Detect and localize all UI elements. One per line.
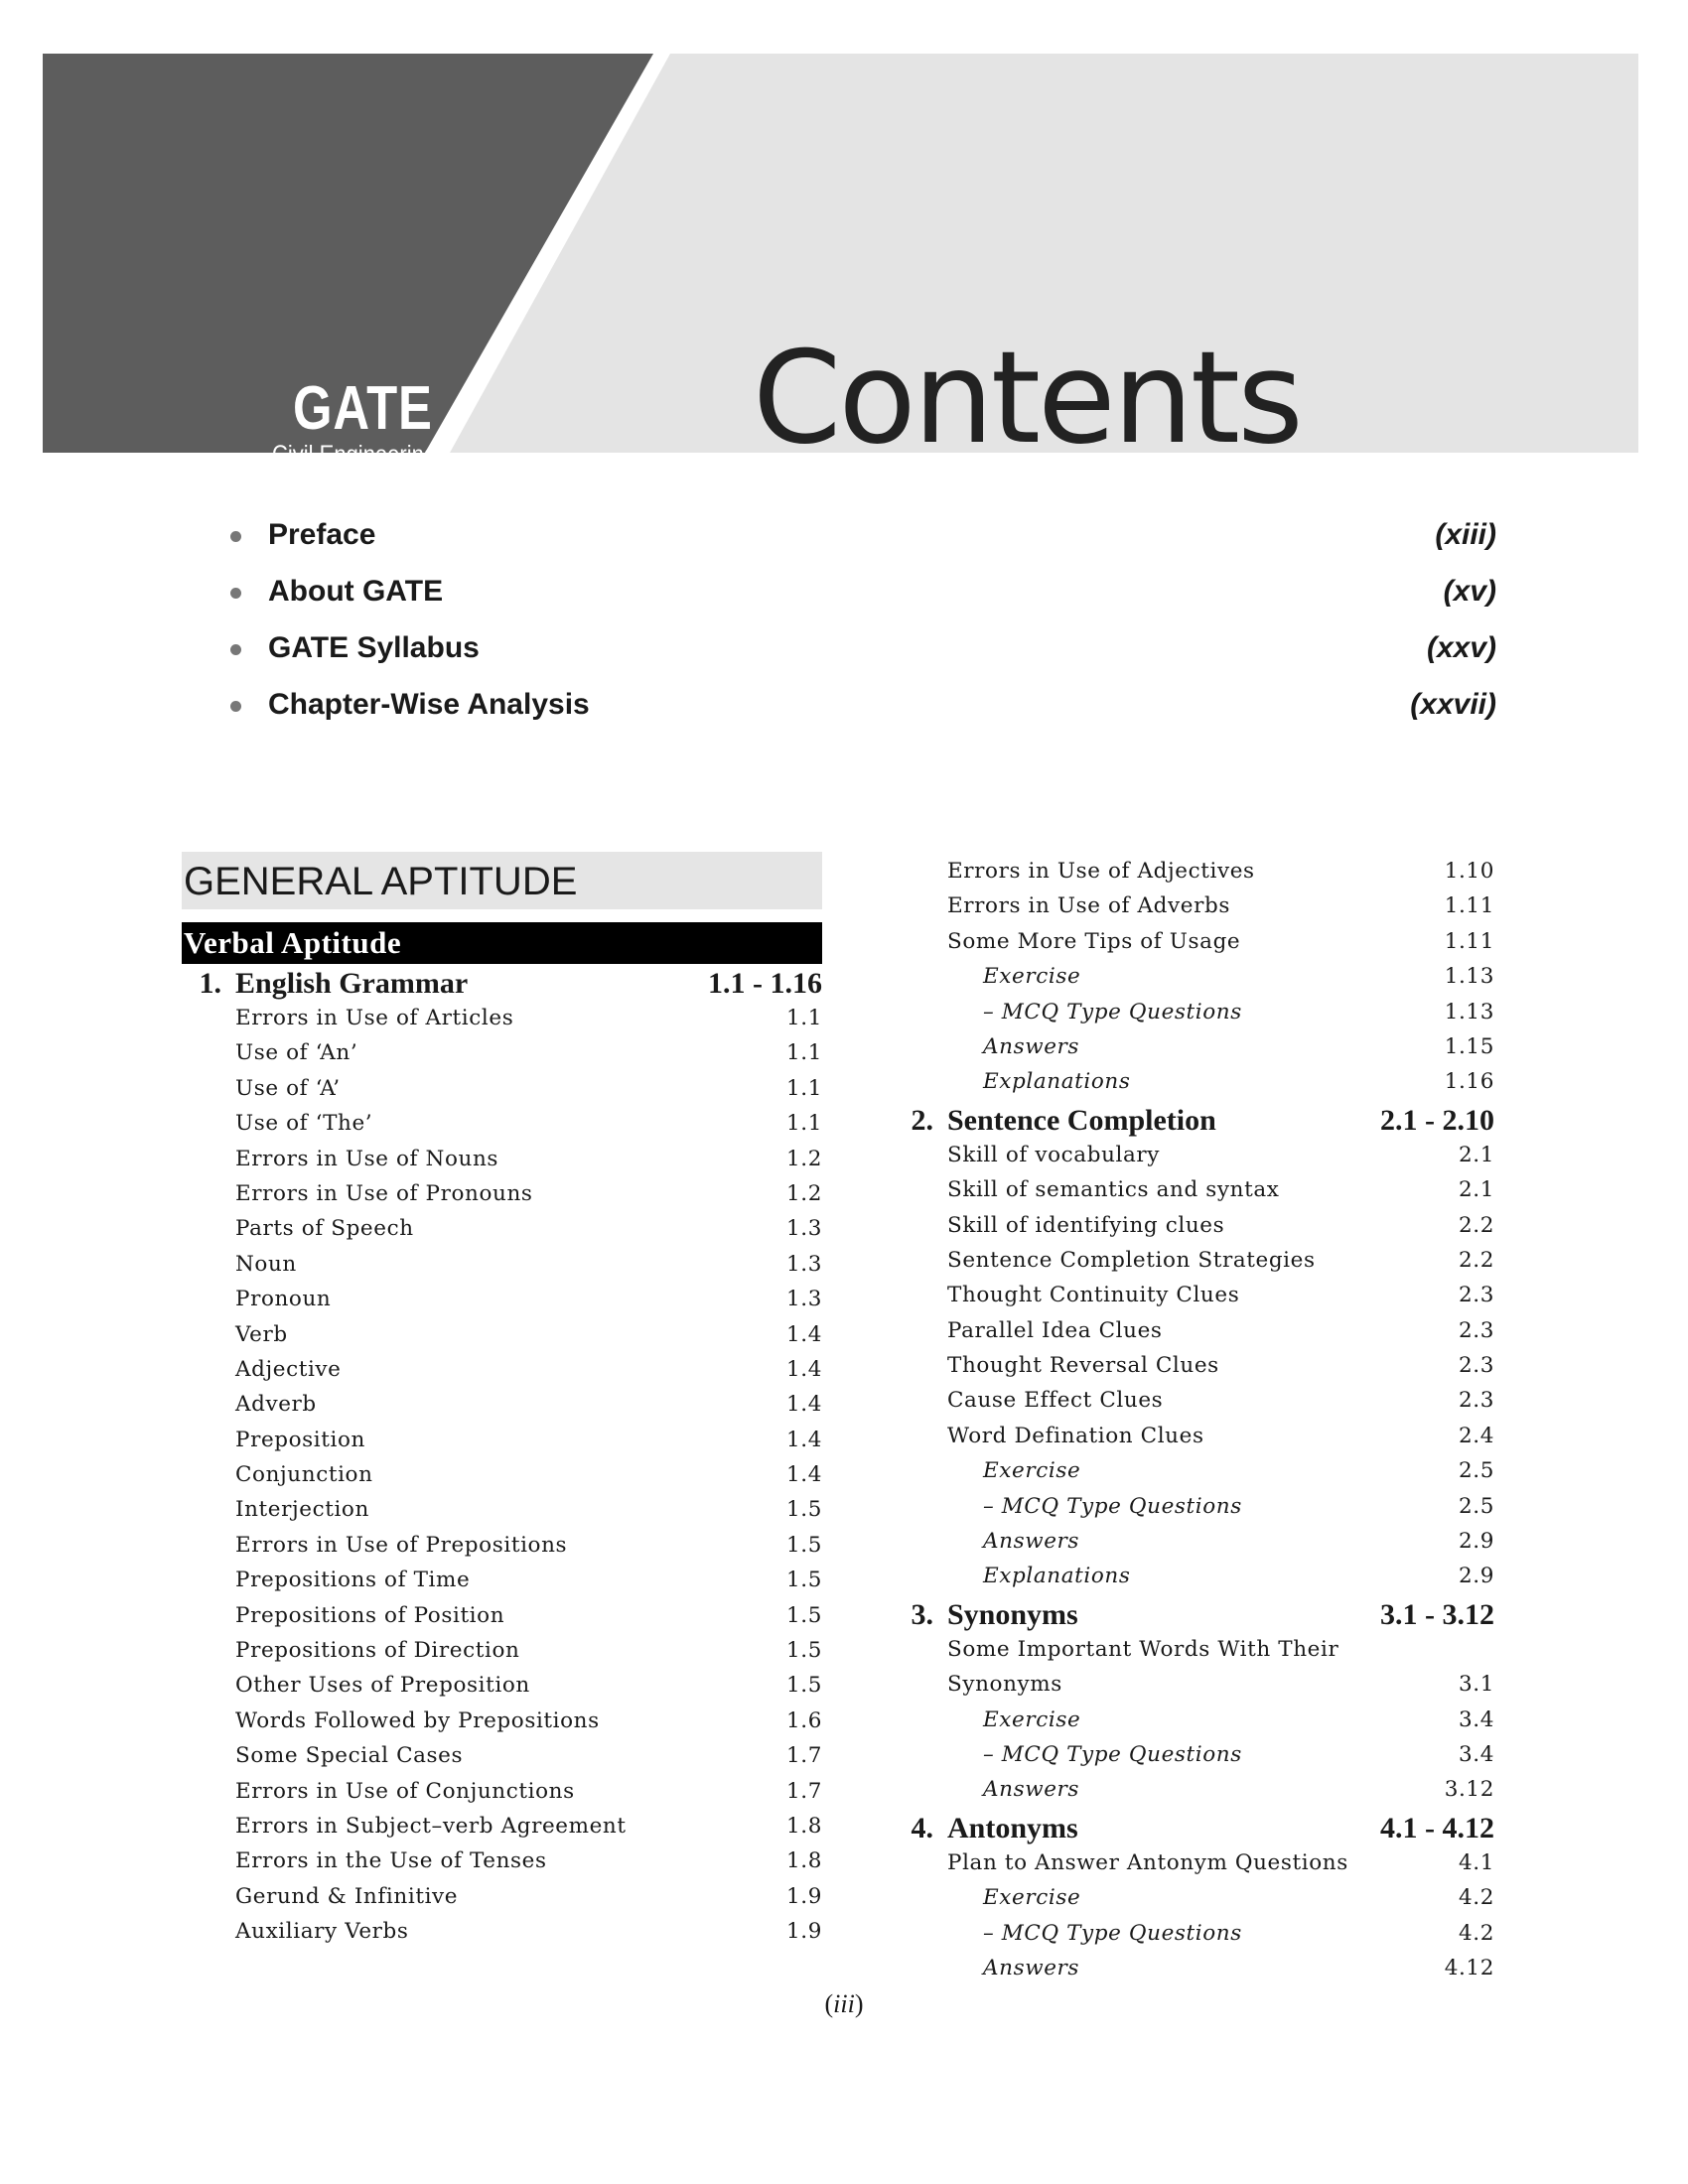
front-matter-label: Chapter-Wise Analysis [268, 688, 590, 721]
toc-entry-page: 1.1 [786, 1040, 822, 1066]
toc-entry-title: Interjection [235, 1497, 369, 1523]
toc-entry[interactable] [182, 1248, 822, 1283]
toc-entry-title: Exercise [983, 1458, 1081, 1484]
front-matter-page: (xv) [1443, 575, 1496, 608]
toc-entry-title: Word Defination Clues [947, 1423, 1204, 1448]
toc-entry-title: Prepositions of Position [235, 1602, 505, 1628]
chapter-number: 1. [199, 967, 221, 1000]
toc-entry-title: Answers [983, 1529, 1080, 1555]
chapter-page-range: 1.1 - 1.16 [708, 967, 822, 1000]
front-matter-label: About GATE [268, 575, 444, 608]
toc-entry-page: 3.12 [1444, 1777, 1494, 1803]
toc-entry[interactable] [182, 1107, 822, 1142]
toc-entry-page: 1.10 [1444, 859, 1494, 884]
toc-entry-page: 1.4 [786, 1462, 822, 1488]
toc-entry-title: Skill of identifying clues [947, 1212, 1225, 1238]
toc-entry[interactable] [182, 1564, 822, 1598]
front-matter-label: Preface [268, 518, 376, 551]
toc-entry-page: 2.9 [1459, 1564, 1494, 1589]
toc-entry-page: 1.8 [786, 1813, 822, 1839]
toc-entry-page: 1.1 [786, 1111, 822, 1137]
toc-entry-title: Noun [235, 1251, 297, 1277]
toc-entry-page: 2.3 [1459, 1353, 1494, 1379]
toc-entry[interactable] [182, 1634, 822, 1669]
toc-entry[interactable] [182, 1072, 822, 1107]
toc-entry[interactable] [182, 1669, 822, 1704]
toc-entry[interactable] [894, 1314, 1494, 1349]
toc-entry[interactable] [182, 1036, 822, 1071]
toc-entry[interactable] [894, 1173, 1494, 1208]
chapter-entries [894, 855, 1494, 1101]
toc-entry-page: 1.13 [1444, 964, 1494, 990]
chapter-number: 3. [911, 1597, 933, 1631]
toc-entry-page: 1.3 [786, 1216, 822, 1242]
toc-entry-page: 2.4 [1459, 1423, 1494, 1448]
chapter-title: English Grammar [235, 967, 469, 1000]
toc-entry-page: 1.5 [786, 1497, 822, 1523]
toc-entry-title: Verb [235, 1321, 288, 1347]
toc-entry[interactable] [182, 1739, 822, 1774]
chapter-title: Synonyms [947, 1597, 1078, 1631]
toc-entry[interactable] [894, 1139, 1494, 1173]
toc-entry-title: Errors in Use of Prepositions [235, 1532, 568, 1558]
bullet-icon [230, 588, 241, 599]
toc-entry-page: 2.1 [1459, 1142, 1494, 1167]
toc-entry[interactable] [894, 1209, 1494, 1244]
toc-entry-title: Exercise [983, 1706, 1081, 1732]
toc-entry[interactable] [894, 1384, 1494, 1419]
toc-entry[interactable] [182, 1353, 822, 1388]
toc-entry[interactable] [894, 1454, 1494, 1489]
toc-entry-title: Use of ‘A’ [235, 1075, 341, 1101]
toc-entry[interactable] [182, 1915, 822, 1950]
section-banner [182, 852, 822, 909]
toc-entry-title: Some Important Words With Their [947, 1636, 1339, 1662]
toc-entry-title: Words Followed by Prepositions [235, 1707, 600, 1733]
toc-entry-page: 1.5 [786, 1673, 822, 1699]
toc-entry-page: 2.5 [1459, 1458, 1494, 1484]
toc-entry-page: 1.3 [786, 1287, 822, 1312]
toc-entry-title: Answers [983, 1033, 1080, 1059]
toc-entry-title: – MCQ Type Questions [983, 1920, 1242, 1946]
front-matter-page: (xxvii) [1410, 688, 1496, 721]
toc-entry-page: 2.1 [1459, 1177, 1494, 1203]
toc-right-column [894, 855, 1494, 1986]
toc-entry-title: Errors in Use of Articles [235, 1006, 514, 1030]
chapter-page-range: 2.1 - 2.10 [1380, 1103, 1494, 1137]
toc-entry-title: Errors in Use of Nouns [235, 1146, 499, 1171]
chapter-title: Antonyms [947, 1811, 1078, 1844]
toc-entry-page: 1.5 [786, 1638, 822, 1664]
toc-entry[interactable] [182, 1143, 822, 1177]
toc-entry-title: Explanations [983, 1069, 1131, 1095]
toc-entry-page: 2.3 [1459, 1317, 1494, 1343]
toc-entry-page: 4.2 [1459, 1885, 1494, 1911]
toc-entry-page: 1.3 [786, 1251, 822, 1277]
toc-entry-page: 2.5 [1459, 1493, 1494, 1519]
toc-entry-page: 1.8 [786, 1848, 822, 1874]
subsection-bar [182, 922, 822, 964]
toc-entry-page: 1.2 [786, 1180, 822, 1206]
toc-entry[interactable] [894, 1525, 1494, 1560]
page-title: Contents [753, 325, 1301, 473]
toc-entry[interactable] [894, 1704, 1494, 1738]
toc-entry-title: Prepositions of Time [235, 1568, 471, 1593]
toc-entry-page: 2.9 [1459, 1529, 1494, 1555]
toc-entry-page: 1.5 [786, 1532, 822, 1558]
toc-entry[interactable] [894, 1244, 1494, 1279]
section-title: GENERAL APTITUDE [184, 860, 578, 903]
toc-entry[interactable] [894, 1773, 1494, 1808]
toc-entry[interactable] [182, 1283, 822, 1317]
toc-entry-page: 1.4 [786, 1356, 822, 1382]
toc-entry-page: 1.4 [786, 1427, 822, 1452]
toc-entry[interactable] [182, 1493, 822, 1528]
toc-entry[interactable] [894, 1846, 1494, 1881]
toc-entry[interactable] [182, 1775, 822, 1810]
toc-entry[interactable] [182, 1424, 822, 1458]
toc-entry[interactable] [182, 1212, 822, 1247]
chapter-page-range: 4.1 - 4.12 [1380, 1811, 1494, 1844]
toc-entry-page: 2.3 [1459, 1388, 1494, 1414]
toc-entry-title: Sentence Completion Strategies [947, 1247, 1316, 1273]
toc-entry-page: 1.13 [1444, 999, 1494, 1024]
toc-entry-page: 1.11 [1444, 928, 1494, 954]
toc-entry[interactable] [894, 1279, 1494, 1313]
front-matter-label: GATE Syllabus [268, 631, 480, 664]
chapter-entries [894, 1139, 1494, 1595]
toc-entry-page: 4.1 [1459, 1849, 1494, 1875]
toc-entry-title: Use of ‘An’ [235, 1040, 358, 1066]
toc-entry-title: Synonyms [947, 1672, 1062, 1698]
toc-entry[interactable] [894, 1349, 1494, 1384]
toc-entry-title: Adjective [235, 1356, 342, 1382]
toc-entry-title: Other Uses of Preposition [235, 1673, 530, 1699]
toc-entry-title: Errors in Use of Pronouns [235, 1180, 533, 1206]
toc-entry-page: 4.2 [1459, 1920, 1494, 1946]
toc-entry-title: Gerund & Infinitive [235, 1883, 459, 1909]
toc-entry-page: 3.1 [1459, 1672, 1494, 1698]
page-number-label: iii [833, 1989, 855, 2018]
toc-entry[interactable] [894, 1917, 1494, 1952]
chapter-entries [894, 1633, 1494, 1809]
toc-entry-page: 4.12 [1444, 1955, 1494, 1980]
toc-entry-title: Prepositions of Direction [235, 1638, 520, 1664]
toc-entry-page: 1.2 [786, 1146, 822, 1171]
toc-left-column [182, 852, 822, 1951]
toc-entry-title: Skill of semantics and syntax [947, 1177, 1280, 1203]
toc-entry-title: Explanations [983, 1564, 1131, 1589]
toc-entry-title: Skill of vocabulary [947, 1142, 1161, 1167]
chapter-heading-synonyms[interactable] [894, 1595, 1494, 1633]
chapter-heading-antonyms[interactable] [894, 1809, 1494, 1846]
toc-entry-page: 1.4 [786, 1321, 822, 1347]
toc-entry-page: 1.9 [786, 1919, 822, 1945]
toc-entry[interactable] [894, 1738, 1494, 1773]
toc-entry-title: Errors in Use of Adjectives [947, 859, 1255, 884]
toc-entry-title: – MCQ Type Questions [983, 1493, 1242, 1519]
toc-entry[interactable] [894, 1560, 1494, 1594]
toc-entry[interactable] [894, 855, 1494, 889]
toc-entry-title: Errors in Subject–verb Agreement [235, 1813, 627, 1839]
toc-entry-page: 1.7 [786, 1778, 822, 1804]
toc-entry[interactable] [182, 1529, 822, 1564]
front-matter-item[interactable] [230, 575, 1496, 631]
brand-title: GATE [293, 374, 433, 443]
front-matter-item[interactable] [230, 631, 1496, 688]
front-matter-item[interactable] [230, 688, 1496, 745]
toc-entry-title: Some Special Cases [235, 1743, 464, 1769]
chapter-page-range: 3.1 - 3.12 [1380, 1597, 1494, 1631]
front-matter-page: (xxv) [1426, 631, 1496, 664]
toc-entry[interactable] [182, 1599, 822, 1634]
page-number: (iii) [824, 1989, 864, 2018]
toc-entry-page: 1.1 [786, 1075, 822, 1101]
toc-entry-title: Exercise [983, 964, 1081, 990]
chapter-heading-english-grammar[interactable] [182, 964, 822, 1002]
toc-entry-title: Cause Effect Clues [947, 1388, 1164, 1414]
toc-entry[interactable] [182, 1705, 822, 1739]
toc-entry[interactable] [182, 1844, 822, 1879]
toc-entry[interactable] [894, 960, 1494, 995]
toc-entry-title: Adverb [235, 1392, 317, 1418]
front-matter-item[interactable] [230, 518, 1496, 575]
toc-entry[interactable] [182, 1458, 822, 1493]
toc-entry-title: Conjunction [235, 1462, 373, 1488]
toc-entry[interactable] [182, 1880, 822, 1915]
toc-entry-title: Preposition [235, 1427, 365, 1452]
toc-entry-page: 1.5 [786, 1602, 822, 1628]
toc-entry-title: – MCQ Type Questions [983, 1741, 1242, 1767]
toc-entry-title: Errors in the Use of Tenses [235, 1848, 547, 1874]
toc-entry[interactable] [894, 1952, 1494, 1986]
toc-entry-title: Exercise [983, 1885, 1081, 1911]
toc-entry-page: 2.2 [1459, 1212, 1494, 1238]
toc-entry-title: Plan to Answer Antonym Questions [947, 1849, 1348, 1875]
toc-entry-title: Thought Continuity Clues [947, 1283, 1240, 1308]
toc-entry-page: 1.7 [786, 1743, 822, 1769]
front-matter-page: (xiii) [1435, 518, 1496, 551]
toc-entry-title: – MCQ Type Questions [983, 999, 1242, 1024]
toc-entry[interactable] [894, 1668, 1494, 1703]
toc-entry-page: 1.15 [1444, 1033, 1494, 1059]
toc-entry[interactable] [182, 1002, 822, 1036]
toc-entry-page: 3.4 [1459, 1741, 1494, 1767]
toc-entry[interactable] [894, 1030, 1494, 1065]
toc-entry[interactable] [894, 1490, 1494, 1525]
toc-entry[interactable] [182, 1810, 822, 1844]
toc-entry[interactable] [182, 1318, 822, 1353]
toc-entry-page: 1.16 [1444, 1069, 1494, 1095]
toc-entry[interactable] [182, 1177, 822, 1212]
bullet-icon [230, 531, 241, 542]
toc-entry-title: Parallel Idea Clues [947, 1317, 1163, 1343]
toc-entry[interactable] [894, 925, 1494, 960]
toc-entry-page: 1.9 [786, 1883, 822, 1909]
toc-entry[interactable] [894, 1633, 1494, 1668]
toc-entry[interactable] [894, 996, 1494, 1030]
toc-entry[interactable] [894, 889, 1494, 924]
toc-entry-title: Answers [983, 1777, 1080, 1803]
toc-entry-page: 1.6 [786, 1707, 822, 1733]
chapter-number: 4. [911, 1811, 933, 1844]
toc-entry[interactable] [182, 1388, 822, 1423]
toc-entry-title: Parts of Speech [235, 1216, 414, 1242]
chapter-number: 2. [911, 1103, 933, 1137]
toc-entry-page: 1.4 [786, 1392, 822, 1418]
toc-entry-page: 2.2 [1459, 1247, 1494, 1273]
toc-entry-page: 3.4 [1459, 1706, 1494, 1732]
toc-entry[interactable] [894, 1881, 1494, 1916]
toc-entry-page: 2.3 [1459, 1283, 1494, 1308]
chapter-entries [894, 1846, 1494, 1987]
toc-entry-title: Answers [983, 1955, 1080, 1980]
subsection-title: Verbal Aptitude [184, 925, 402, 960]
toc-entry[interactable] [894, 1420, 1494, 1454]
chapter-heading-sentence-completion[interactable] [894, 1101, 1494, 1139]
toc-entry-title: Thought Reversal Clues [947, 1353, 1219, 1379]
bullet-icon [230, 644, 241, 655]
toc-entry-title: Some More Tips of Usage [947, 928, 1241, 954]
toc-entry-title: Errors in Use of Conjunctions [235, 1778, 575, 1804]
chapter-entries [182, 1002, 822, 1951]
toc-entry-title: Pronoun [235, 1287, 332, 1312]
toc-entry[interactable] [894, 1065, 1494, 1100]
front-matter-list [230, 518, 1496, 745]
toc-entry-title: Errors in Use of Adverbs [947, 893, 1230, 919]
chapter-title: Sentence Completion [947, 1103, 1216, 1137]
toc-entry-title: Auxiliary Verbs [235, 1919, 409, 1945]
toc-entry-title: Use of ‘The’ [235, 1111, 373, 1137]
toc-entry-page: 1.5 [786, 1568, 822, 1593]
brand-subtitle: Civil Engineering [272, 441, 437, 469]
toc-entry-page: 1.1 [786, 1006, 822, 1030]
bullet-icon [230, 701, 241, 712]
toc-entry-page: 1.11 [1444, 893, 1494, 919]
